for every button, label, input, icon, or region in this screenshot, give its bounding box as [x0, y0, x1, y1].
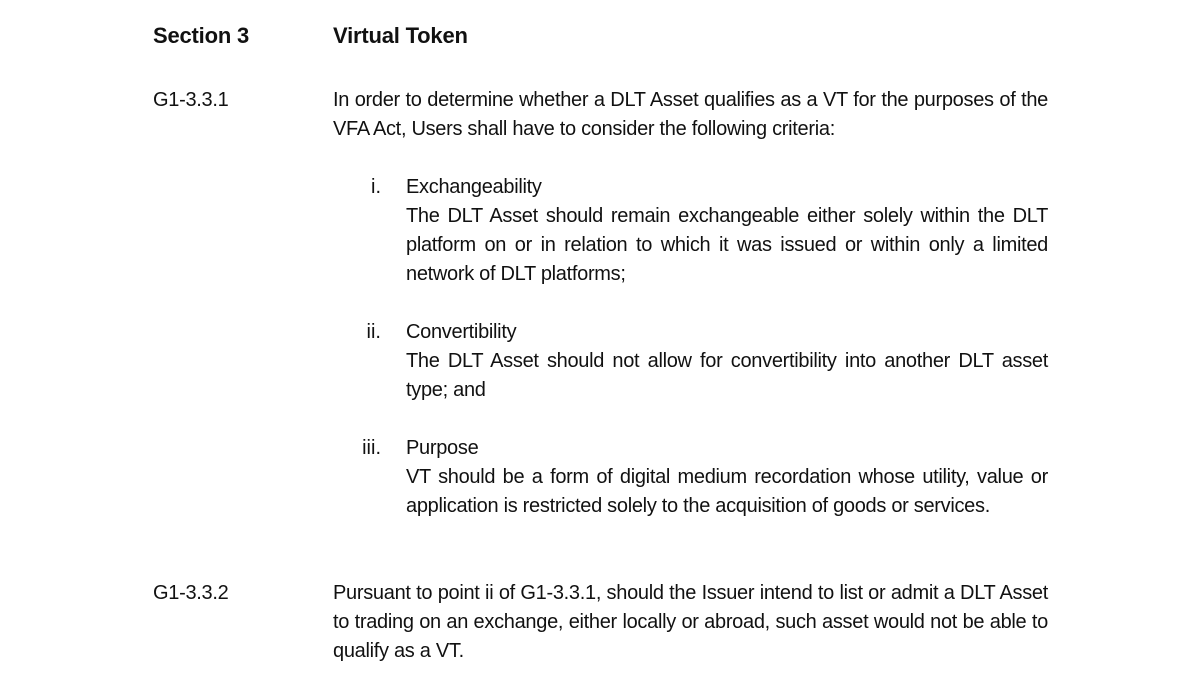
clause-text: Pursuant to point ii of G1-3.3.1, should the Issuer intend to list or admit a DLT Asset to trading on an exchange, either locally or abroad, such asset would not be able to qualify as a VT.	[333, 582, 1048, 662]
list-item-body	[406, 173, 1048, 289]
list-item-text: The DLT Asset should not allow for convertibility into another DLT asset type; and	[406, 350, 1048, 401]
list-numeral: i.	[371, 176, 381, 198]
list-item-body	[406, 434, 1048, 521]
list-item-body	[406, 318, 1048, 405]
list-item-heading: Exchangeability	[406, 176, 542, 198]
list-item-heading: Convertibility	[406, 321, 517, 343]
list-item-text: VT should be a form of digital medium recordation whose utility, value or application is restricted solely to the acquisition of goods or services.	[406, 466, 1048, 517]
clause-ref: G1-3.3.2	[153, 582, 229, 604]
list-numeral: iii.	[362, 437, 381, 459]
section-title: Virtual Token	[333, 23, 468, 48]
list-item-text: The DLT Asset should remain exchangeable either solely within the DLT platform on or in relation to which it was issued or within only a limited network of DLT platforms;	[406, 205, 1048, 285]
clause-text: In order to determine whether a DLT Asset qualifies as a VT for the purposes of the VFA Act, Users shall have to consider the following criteria:	[333, 89, 1048, 140]
section-number: Section 3	[153, 23, 250, 48]
list-item-heading: Purpose	[406, 437, 479, 459]
list-numeral: ii.	[366, 321, 381, 343]
clause-ref: G1-3.3.1	[153, 89, 229, 111]
